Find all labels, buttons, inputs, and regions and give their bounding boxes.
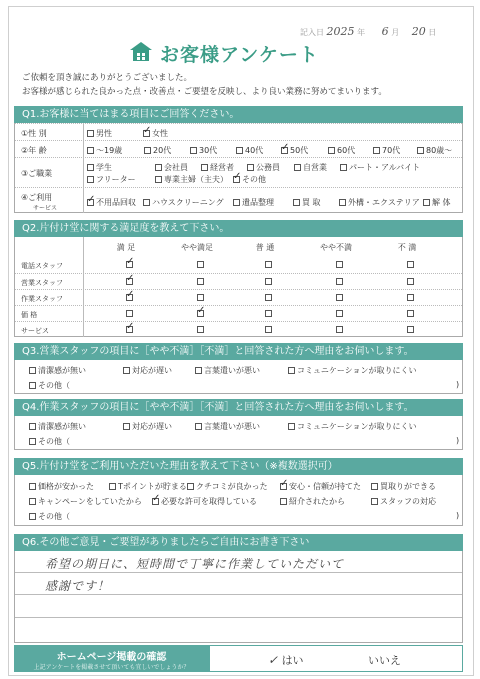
satisfaction-row — [15, 305, 462, 322]
job-option[interactable]: パート・アルバイト — [340, 162, 420, 173]
job-option[interactable]: ✓ その他 — [233, 174, 266, 185]
hp-yes-option[interactable]: ✓ はい — [268, 653, 304, 667]
col-header: 不 満 — [397, 243, 417, 252]
age-option[interactable]: 70代 — [373, 145, 400, 156]
q4-other-close: ) — [456, 436, 460, 445]
satisfaction-checkbox[interactable] — [407, 294, 414, 301]
service-label: ④ご利用 — [21, 193, 53, 202]
col-header: やや不満 — [320, 243, 352, 252]
satisfaction-checkbox[interactable] — [336, 310, 343, 317]
job-option[interactable]: 公務員 — [247, 162, 280, 173]
satisfaction-checkbox[interactable] — [265, 310, 272, 317]
q5-option[interactable]: Tポイントが貯まる — [109, 481, 187, 492]
job-label: ③ご職業 — [21, 169, 53, 178]
satisfaction-checkbox[interactable] — [126, 310, 133, 317]
q5-other-close: ) — [456, 511, 460, 520]
job-option[interactable]: 経営者 — [201, 162, 234, 173]
service-option[interactable]: 買 取 — [293, 197, 321, 208]
q5-option[interactable]: キャンペーンをしていたから — [29, 496, 142, 507]
q3-option[interactable]: コミュニケーションが取りにくい — [288, 365, 417, 376]
house-logo-icon — [128, 40, 154, 66]
satisfaction-checkbox[interactable] — [197, 294, 204, 301]
satisfaction-checkbox[interactable] — [407, 326, 414, 333]
q5-option[interactable]: 価格が安かった — [29, 481, 94, 492]
handwritten-comment-line-1: 希望の期日に、短時間で丁寧に作業していただいて — [45, 557, 345, 571]
intro-line-1: ご依頼を頂き誠にありがとうございました。 — [22, 73, 193, 83]
q3-other-close: ) — [456, 380, 460, 389]
satisfaction-checkbox[interactable] — [336, 278, 343, 285]
satisfaction-row — [15, 273, 462, 290]
q3-option[interactable]: 清潔感が無い — [29, 365, 86, 376]
date-month: 6 — [381, 25, 389, 38]
satisfaction-checkbox[interactable] — [126, 294, 133, 301]
age-label: ②年 齢 — [21, 146, 47, 155]
q6-comment-box[interactable] — [14, 551, 463, 643]
q5-section — [14, 475, 463, 526]
col-header: 普 通 — [255, 243, 275, 252]
q1-job-row — [15, 157, 462, 188]
service-option[interactable]: 解 体 — [423, 197, 451, 208]
satisfaction-checkbox[interactable] — [407, 310, 414, 317]
q5-title: Q5.片付け堂をご利用いただいた理由を教えて下さい（※複数選択可） — [14, 458, 463, 475]
checkbox[interactable] — [143, 130, 150, 137]
q6-title: Q6.その他ご意見・ご要望がありましたらご自由にお書き下さい — [14, 534, 463, 551]
service-option[interactable]: ✓不用品回収 — [87, 197, 136, 208]
checkbox[interactable] — [87, 130, 94, 137]
q4-other-option[interactable]: その他（ — [29, 436, 70, 447]
q5-option[interactable]: ✓ 安心・信頼が持てた — [280, 481, 361, 492]
age-option[interactable]: 20代 — [144, 145, 171, 156]
satisfaction-row-label: サービス — [21, 327, 49, 335]
q5-option[interactable]: 買取りができる — [371, 481, 436, 492]
service-sublabel: サービス — [33, 205, 58, 212]
hp-consent-title: ホームページ掲載の確認 — [56, 652, 167, 663]
job-option[interactable]: 会社員 — [155, 162, 188, 173]
col-header: 満 足 — [116, 243, 136, 252]
q5-option[interactable]: ✓ 必要な許可を取得している — [152, 496, 257, 507]
age-option[interactable]: 30代 — [190, 145, 217, 156]
job-option[interactable]: フリーター — [87, 174, 136, 185]
q3-other-option[interactable]: その他（ — [29, 380, 70, 391]
job-option[interactable]: 専業主婦（主夫） — [155, 174, 228, 185]
q4-option[interactable]: 対応が遅い — [123, 421, 172, 432]
date-field — [300, 25, 436, 38]
service-option[interactable]: ハウスクリーニング — [143, 197, 224, 208]
q3-title: Q3.営業スタッフの項目に［やや不満］［不満］と回答された方へ理由をお伺いします。 — [14, 343, 463, 360]
age-option[interactable]: ～19歳 — [87, 145, 122, 156]
satisfaction-checkbox[interactable] — [407, 278, 414, 285]
satisfaction-checkbox[interactable] — [336, 326, 343, 333]
date-day: 20 — [411, 25, 426, 38]
service-option[interactable]: 遺品整理 — [233, 197, 274, 208]
satisfaction-checkbox[interactable] — [197, 310, 204, 317]
satisfaction-row — [15, 257, 462, 273]
q1-gender-row — [15, 123, 462, 141]
satisfaction-checkbox[interactable] — [197, 278, 204, 285]
hp-consent-answer — [209, 645, 463, 672]
q4-option[interactable]: コミュニケーションが取りにくい — [288, 421, 417, 432]
q1-service-row — [15, 187, 462, 214]
date-day-label: 日 — [428, 28, 437, 37]
page-title: お客様アンケート — [160, 44, 319, 66]
gender-female-option[interactable]: ✓ 女性 — [143, 128, 168, 139]
date-year-label: 年 — [357, 28, 366, 37]
satisfaction-checkbox[interactable] — [197, 326, 204, 333]
satisfaction-row-label: 営業スタッフ — [21, 279, 63, 287]
job-option[interactable]: 自営業 — [294, 162, 327, 173]
handwritten-comment-line-2: 感謝です！ — [45, 579, 111, 593]
satisfaction-checkbox[interactable] — [407, 261, 414, 268]
satisfaction-checkbox[interactable] — [126, 326, 133, 333]
satisfaction-row-label: 価 格 — [21, 311, 38, 319]
satisfaction-row — [15, 321, 462, 338]
hp-no-option[interactable]: いいえ — [368, 654, 401, 667]
satisfaction-checkbox[interactable] — [265, 294, 272, 301]
age-option[interactable]: 60代 — [328, 145, 355, 156]
q4-option[interactable]: 清潔感が無い — [29, 421, 86, 432]
job-option[interactable]: 学生 — [87, 162, 112, 173]
col-header: やや満足 — [181, 243, 213, 252]
service-option[interactable]: 外構・エクステリア — [339, 197, 420, 208]
satisfaction-checkbox[interactable] — [265, 326, 272, 333]
satisfaction-checkbox[interactable] — [126, 278, 133, 285]
q5-other-option[interactable]: その他（ — [29, 511, 70, 522]
gender-label: ①性 別 — [21, 129, 47, 138]
q3-option[interactable]: 言葉遣いが悪い — [195, 365, 260, 376]
age-option[interactable]: 80歳～ — [417, 145, 452, 156]
hp-consent-subtitle: 上記アンケートを掲載させて頂いても宜しいでしょうか？ — [33, 664, 190, 671]
age-option[interactable]: ✓ 50代 — [281, 145, 308, 156]
date-prefix: 記入日 — [300, 28, 324, 37]
satisfaction-checkbox[interactable] — [265, 261, 272, 268]
age-option[interactable]: 40代 — [236, 145, 263, 156]
q5-option[interactable]: クチコミが良かった — [187, 481, 268, 492]
q4-option[interactable]: 言葉遣いが悪い — [195, 421, 260, 432]
gender-male-option[interactable]: 男性 — [87, 128, 112, 139]
satisfaction-checkbox[interactable] — [197, 261, 204, 268]
q2-title: Q2.片付け堂に関する満足度を教えて下さい。 — [14, 220, 463, 237]
satisfaction-checkbox[interactable] — [336, 261, 343, 268]
q4-title: Q4.作業スタッフの項目に［やや不満］［不満］と回答された方へ理由をお伺いします。 — [14, 399, 463, 416]
q3-option[interactable]: 対応が遅い — [123, 365, 172, 376]
q5-option[interactable]: 紹介されたから — [280, 496, 345, 507]
q1-age-row — [15, 140, 462, 158]
q3-section — [14, 360, 463, 394]
satisfaction-row — [15, 289, 462, 306]
q1-title: Q1.お客様に当てはまる項目にご回答ください。 — [14, 106, 463, 123]
satisfaction-row-label: 作業スタッフ — [21, 295, 63, 303]
satisfaction-checkbox[interactable] — [126, 261, 133, 268]
hp-consent-banner — [14, 645, 209, 672]
satisfaction-row-label: 電話スタッフ — [21, 262, 63, 270]
satisfaction-checkbox[interactable] — [336, 294, 343, 301]
satisfaction-checkbox[interactable] — [265, 278, 272, 285]
q4-section — [14, 416, 463, 450]
q2-table — [14, 237, 463, 337]
q5-option[interactable]: スタッフの対応 — [371, 496, 436, 507]
intro-line-2: お客様が感じられた良かった点・改善点・ご要望を反映し、より良い業務に努めてまいります。 — [22, 87, 387, 97]
check-mark-icon: ✓ — [268, 653, 279, 667]
date-month-label: 月 — [391, 28, 400, 37]
date-year: 2025 — [326, 25, 355, 38]
q1-section — [14, 123, 463, 213]
